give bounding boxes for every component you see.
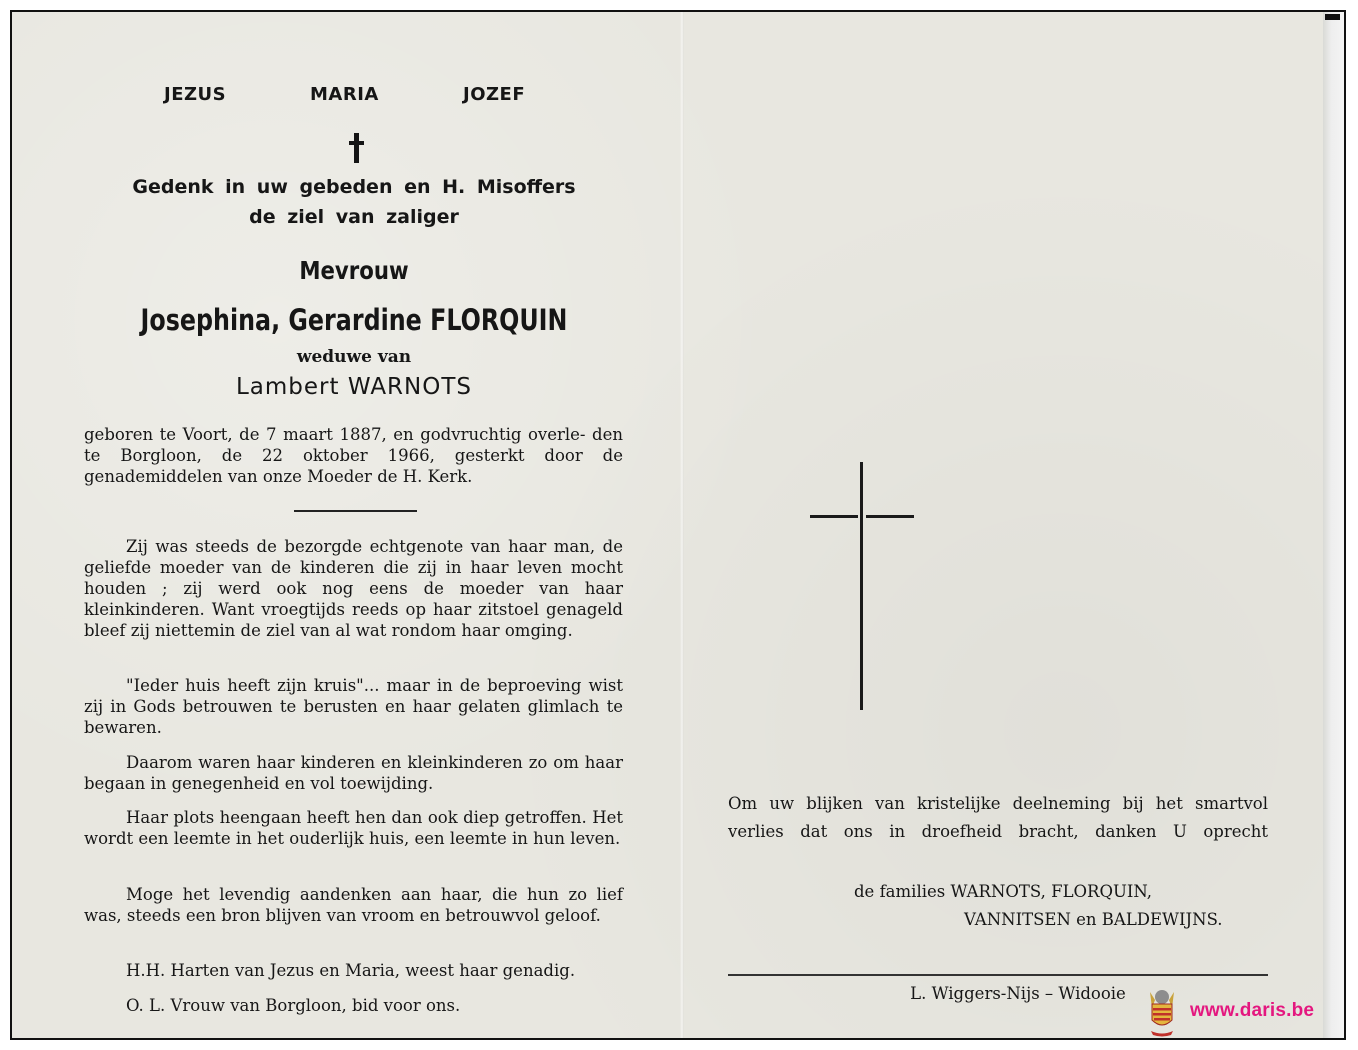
card-edge (1323, 12, 1344, 1038)
large-cross-icon (810, 462, 916, 712)
prayer-line-2: de ziel van zaliger (249, 206, 459, 228)
cross-icon (349, 133, 363, 163)
spouse-name: Lambert WARNOTS (235, 374, 472, 400)
holy-names (74, 84, 614, 108)
printer-credit: L. Wiggers-Nijs – Widooie (910, 984, 1126, 1003)
holy-name-maria: MARIA (310, 84, 379, 105)
deceased-title: Mevrouw (299, 256, 409, 285)
prayer-invocation: H.H. Harten van Jezus en Maria, weest haar genadig. (126, 961, 576, 980)
holy-name-jozef: JOZEF (463, 84, 526, 105)
holy-name-jezus: JEZUS (164, 84, 227, 105)
deceased-name: Josephina, Gerardine FLORQUIN (140, 303, 568, 337)
paragraph: Haar plots heengaan heeft hen dan ook diep getroffen. Het wordt een leemte in het ouderlijk huis, een leemte in hun leven. (84, 808, 623, 848)
thanks-text: Om uw blijken van kristelijke deelneming bij het smartvol verlies dat ons in droefheid bracht, danken U oprecht (728, 794, 1268, 841)
birth-death-text: geboren te Voort, de 7 maart 1887, en godvruchtig overle- den te Borgloon, de 22 oktober 1966, gesterkt door de genademiddelen van onze Moeder de H. Kerk. (84, 425, 623, 486)
paragraph: Moge het levendig aandenken aan haar, die hun zo lief was, steeds een bron blijven van vroom en betrouwvol geloof. (84, 885, 623, 925)
relation-label: weduwe van (296, 347, 412, 367)
families-signature (854, 878, 1268, 934)
watermark-link[interactable]: www.daris.be (1190, 1000, 1315, 1021)
families-line-1: de families WARNOTS, FLORQUIN, (854, 882, 1153, 901)
divider (294, 510, 417, 512)
prayer-invocation: O. L. Vrouw van Borgloon, bid voor ons. (126, 996, 461, 1015)
divider (728, 974, 1268, 976)
card-scan (10, 10, 1346, 1040)
paragraph: "Ieder huis heeft zijn kruis"... maar in de beproeving wist zij in Gods betrouwen te berusten en haar gelaten glimlach te bewaren. (84, 676, 623, 737)
paragraph: Daarom waren haar kinderen en kleinkinderen zo om haar begaan in genegenheid en vol toewijding. (84, 753, 623, 793)
coat-of-arms-icon (1146, 986, 1178, 1038)
card-fold (680, 12, 684, 1038)
paragraph: Zij was steeds de bezorgde echtgenote van haar man, de geliefde moeder van de kinderen die zij in haar leven mocht houden ; zij werd ook nog eens de moeder van haar kleinkinderen. Want vroegtijds reeds op haar zitstoel genageld bleef zij niettemin de ziel van al wat rondom haar omging. (84, 537, 623, 640)
prayer-line-1: Gedenk in uw gebeden en H. Misoffers (132, 176, 576, 198)
families-line-2: VANNITSEN en BALDEWIJNS. (964, 910, 1223, 929)
